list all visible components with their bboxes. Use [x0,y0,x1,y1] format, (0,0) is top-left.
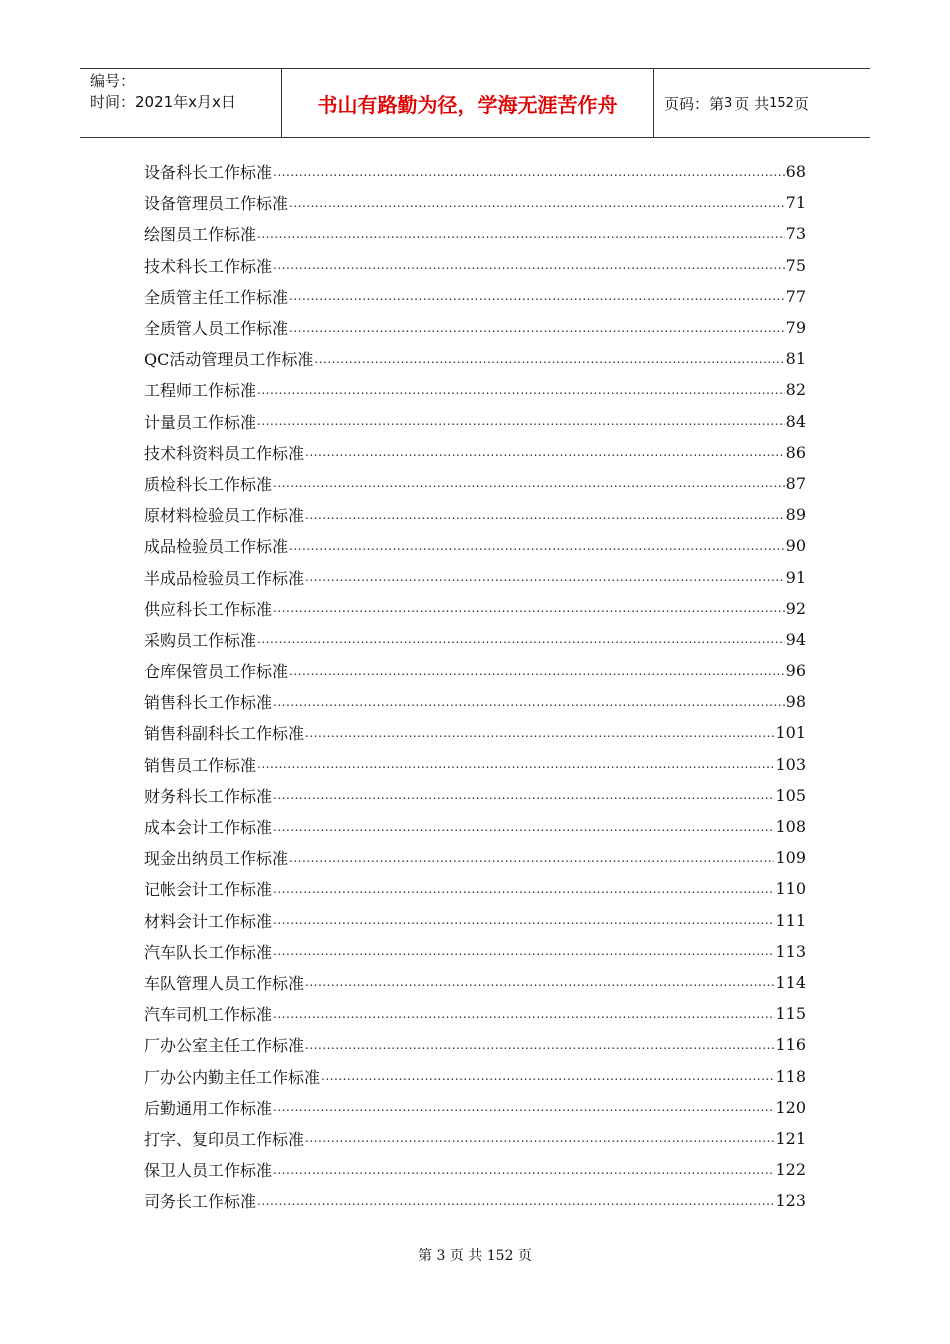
toc-leader-dots [273,601,785,615]
toc-leader-dots [273,1007,774,1021]
toc-entry[interactable] [144,967,806,998]
toc-entry-title: 汽车司机工作标准 [144,1005,273,1025]
toc-entry-title: 厂办公内勤主任工作标准 [144,1067,321,1087]
toc-entry[interactable] [144,873,806,904]
toc-entry[interactable] [144,717,806,748]
toc-entry-title: 技术科资料员工作标准 [144,443,305,463]
toc-entry-page: 110 [775,879,806,899]
toc-entry[interactable] [144,281,806,312]
page-current: 3 [724,95,733,111]
toc-leader-dots [273,695,785,709]
toc-entry[interactable] [144,468,806,499]
toc-entry-title: 现金出纳员工作标准 [144,849,289,869]
toc-entry-page: 68 [785,162,806,182]
toc-entry-page: 75 [785,255,806,275]
toc-entry-page: 82 [785,380,806,400]
toc-leader-dots [257,757,774,771]
toc-entry-title: 成品检验员工作标准 [144,537,289,557]
toc-entry-page: 79 [785,318,806,338]
toc-leader-dots [305,726,774,740]
toc-leader-dots [273,476,785,490]
toc-leader-dots [257,1194,774,1208]
toc-entry[interactable] [144,530,806,561]
toc-entry-title: 采购员工作标准 [144,630,257,650]
toc-entry-title: 成本会计工作标准 [144,818,273,838]
toc-entry-title: 保卫人员工作标准 [144,1161,273,1181]
toc-entry-title: 司务长工作标准 [144,1192,257,1212]
toc-entry-title: 销售员工作标准 [144,755,257,775]
toc-leader-dots [289,664,785,678]
toc-entry[interactable] [144,250,806,281]
toc-leader-dots [305,508,785,522]
toc-leader-dots [273,165,785,179]
toc-entry-page: 114 [775,972,806,992]
toc-entry[interactable] [144,593,806,624]
toc-entry-title: 全质管主任工作标准 [144,287,289,307]
toc-entry[interactable] [144,374,806,405]
toc-entry-title: 记帐会计工作标准 [144,880,273,900]
toc-entry-title: 销售科副科长工作标准 [144,724,305,744]
toc-leader-dots [273,882,774,896]
toc-entry[interactable] [144,1154,806,1185]
toc-leader-dots [273,913,774,927]
toc-entry-title: 仓库保管员工作标准 [144,662,289,682]
toc-leader-dots [257,632,785,646]
toc-leader-dots [305,975,774,989]
toc-leader-dots [289,851,774,865]
toc-entry-title: 后勤通用工作标准 [144,1098,273,1118]
toc-entry-title: 厂办公室主任工作标准 [144,1036,305,1056]
toc-entry-page: 84 [785,411,806,431]
toc-entry[interactable] [144,624,806,655]
toc-leader-dots [273,788,774,802]
serial-label: 编号： [90,72,136,90]
toc-entry-title: 材料会计工作标准 [144,911,273,931]
toc-entry[interactable] [144,655,806,686]
toc-entry-page: 89 [785,505,806,525]
toc-entry-page: 123 [775,1191,806,1211]
toc-entry-page: 77 [785,286,806,306]
toc-entry-page: 101 [775,723,806,743]
toc-entry[interactable] [144,561,806,592]
toc-leader-dots [273,944,774,958]
toc-leader-dots [305,1038,774,1052]
toc-entry[interactable] [144,749,806,780]
toc-entry-page: 81 [785,349,806,369]
toc-entry-page: 111 [775,910,806,930]
toc-entry-page: 94 [785,629,806,649]
toc-entry-page: 116 [775,1035,806,1055]
time-label: 时间：2021年x月x日 [90,93,236,111]
toc-entry[interactable] [144,1123,806,1154]
toc-entry-title: 原材料检验员工作标准 [144,506,305,526]
toc-leader-dots [257,227,785,241]
toc-leader-dots [289,321,785,335]
toc-entry-title: 设备科长工作标准 [144,163,273,183]
toc-entry-page: 115 [775,1004,806,1024]
toc-entry[interactable] [144,1029,806,1060]
toc-entry[interactable] [144,905,806,936]
toc-leader-dots [289,539,785,553]
toc-leader-dots [314,352,784,366]
page-suffix: 页 [793,94,809,113]
toc-entry[interactable] [144,780,806,811]
toc-entry-page: 86 [785,442,806,462]
toc-entry[interactable] [144,936,806,967]
toc-entry[interactable] [144,499,806,530]
toc-entry-page: 91 [785,567,806,587]
toc-entry-title: 汽车队长工作标准 [144,942,273,962]
toc-entry-page: 92 [785,598,806,618]
toc-entry-title: 工程师工作标准 [144,381,257,401]
toc-leader-dots [257,414,785,428]
toc-entry[interactable] [144,437,806,468]
toc-entry-title: 质检科长工作标准 [144,474,273,494]
toc-entry[interactable] [144,406,806,437]
header-info [80,69,282,137]
toc-entry-page: 118 [775,1066,806,1086]
toc-entry-title: QC活动管理员工作标准 [144,350,314,370]
toc-entry-title: 技术科长工作标准 [144,256,273,276]
page-footer: 第 3 页 共 152 页 [418,1248,532,1264]
toc-entry-page: 120 [775,1097,806,1117]
toc-entry-page: 90 [785,536,806,556]
toc-leader-dots [305,445,785,459]
header-motto: 书山有路勤为径，学海无涯苦作舟 [282,69,654,137]
toc-entry-title: 全质管人员工作标准 [144,319,289,339]
toc-entry-page: 108 [775,817,806,837]
toc-entry[interactable] [144,686,806,717]
toc-entry-page: 122 [775,1160,806,1180]
toc-leader-dots [321,1069,774,1083]
toc-entry-page: 113 [775,941,806,961]
toc-leader-dots [273,1163,774,1177]
toc-entry[interactable] [144,343,806,374]
toc-leader-dots [273,820,774,834]
toc-entry-page: 105 [775,785,806,805]
toc-entry[interactable] [144,998,806,1029]
toc-entry-title: 半成品检验员工作标准 [144,568,305,588]
toc-entry-page: 73 [785,224,806,244]
toc-entry-title: 财务科长工作标准 [144,786,273,806]
toc-entry-title: 车队管理人员工作标准 [144,973,305,993]
toc-entry[interactable] [144,218,806,249]
toc-entry-page: 71 [785,193,806,213]
page-total: 152 [769,95,794,111]
page-header [80,68,870,138]
toc-entry-title: 打字、复印员工作标准 [144,1129,305,1149]
toc-entry[interactable] [144,1060,806,1091]
toc-leader-dots [257,383,785,397]
table-of-contents [144,156,806,1216]
toc-entry-page: 87 [785,473,806,493]
toc-entry[interactable] [144,156,806,187]
toc-entry-page: 121 [775,1128,806,1148]
header-page-info [654,69,870,137]
toc-entry[interactable] [144,312,806,343]
toc-entry-page: 103 [775,754,806,774]
toc-entry-title: 供应科长工作标准 [144,599,273,619]
page-middle: 页 共 [734,94,770,113]
toc-leader-dots [289,196,785,210]
toc-entry[interactable] [144,187,806,218]
toc-entry[interactable] [144,811,806,842]
toc-entry-title: 计量员工作标准 [144,412,257,432]
page-prefix: 页码：第 [664,94,725,113]
toc-leader-dots [273,258,785,272]
toc-leader-dots [289,289,785,303]
toc-entry[interactable] [144,1185,806,1216]
toc-entry-page: 109 [775,848,806,868]
toc-leader-dots [305,570,785,584]
toc-leader-dots [273,1100,774,1114]
toc-entry-page: 98 [785,692,806,712]
toc-leader-dots [305,1131,774,1145]
toc-entry[interactable] [144,1092,806,1123]
toc-entry-title: 绘图员工作标准 [144,225,257,245]
toc-entry[interactable] [144,842,806,873]
toc-entry-title: 销售科长工作标准 [144,693,273,713]
toc-entry-title: 设备管理员工作标准 [144,194,289,214]
toc-entry-page: 96 [785,661,806,681]
